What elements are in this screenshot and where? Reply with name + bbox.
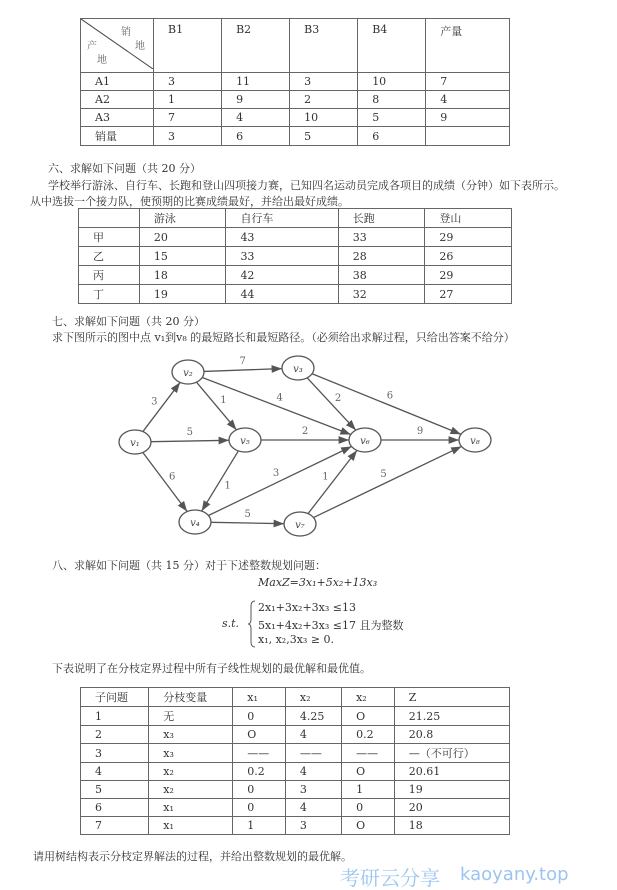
q8-title: 八、求解如下问题（共 15 分）对于下述整数规划问题： [52, 559, 326, 572]
table-cell: 4 [285, 799, 341, 817]
diagonal-header-cell [81, 19, 154, 73]
table-cell: 4.25 [285, 707, 341, 726]
edge-v7-v6 [308, 450, 357, 513]
table-cell: O [342, 817, 395, 835]
watermark-url: kaoyany.top [460, 864, 569, 885]
table-row [79, 285, 512, 304]
table-cell: O [342, 707, 395, 726]
table-cell: 6 [358, 127, 426, 146]
table-cell: 0 [233, 707, 286, 726]
table-cell: 自行车 [226, 209, 338, 228]
table-row [81, 73, 510, 91]
table-cell: 20 [394, 799, 509, 817]
table-cell: x₁ [149, 799, 233, 817]
edge-v2-v3 [204, 369, 282, 372]
table-cell: 0 [342, 799, 395, 817]
constraint-2: 5x₁+4x₂+3x₃ ≤17 且为整数 [258, 619, 404, 632]
table-cell: 20 [139, 228, 226, 247]
table-cell: 丁 [79, 285, 140, 304]
edge-weight: 6 [386, 390, 394, 402]
table-cell: 4 [285, 726, 341, 744]
table-cell: 长跑 [338, 209, 425, 228]
edge-v1-v4 [143, 452, 187, 511]
table-cell: x₂ [285, 688, 341, 707]
node-label: v₆ [360, 436, 370, 447]
table-cell: 28 [338, 247, 425, 266]
constraint-1: 2x₁+3x₂+3x₃ ≤13 [258, 601, 356, 614]
table-cell: 10 [290, 109, 358, 127]
table-row [81, 726, 510, 744]
table-cell: 3 [285, 817, 341, 835]
node-label: v₄ [190, 518, 200, 529]
table-cell: 18 [139, 266, 226, 285]
table-cell: 乙 [79, 247, 140, 266]
table-cell: 20.61 [394, 763, 509, 781]
edge-weight: 4 [276, 392, 283, 404]
table-cell: 5 [81, 781, 149, 799]
q6-text-2: 从中选拔一个接力队，使预期的比赛成绩最好，并给出最好成绩。 [30, 195, 349, 208]
transport-table [80, 18, 510, 146]
edge-weight: 5 [186, 427, 194, 439]
table-row [79, 228, 512, 247]
table-cell: 27 [425, 285, 512, 304]
table-cell: 4 [81, 763, 149, 781]
table-cell: 8 [358, 91, 426, 109]
table-cell: 19 [394, 781, 509, 799]
table-cell: A1 [81, 73, 154, 91]
table-cell: 丙 [79, 266, 140, 285]
table-cell: 29 [425, 266, 512, 285]
edge-weight: 7 [239, 356, 246, 368]
table-cell: —（不可行） [394, 744, 509, 763]
relay-table [78, 208, 512, 304]
table-cell: 2 [290, 91, 358, 109]
table-cell: x₃ [149, 744, 233, 763]
table-cell: 子问题 [81, 688, 149, 707]
table-cell: 9 [426, 109, 510, 127]
table-row [81, 91, 510, 109]
table-cell: 32 [338, 285, 425, 304]
table-cell: 0 [233, 781, 286, 799]
table-cell: 销量 [81, 127, 154, 146]
table-row [79, 266, 512, 285]
edge-v3-v8 [312, 374, 461, 435]
q8-footer: 请用树结构表示分枝定界解法的过程，并给出整数规划的最优解。 [33, 850, 352, 863]
table-cell: 0 [233, 799, 286, 817]
table-cell [426, 127, 510, 146]
table-cell: 5 [290, 127, 358, 146]
table-cell: 18 [394, 817, 509, 835]
watermark-cn: 考研云分享 [340, 866, 440, 890]
table-row [79, 247, 512, 266]
q8-intro: 下表说明了在分枝定界过程中所有子线性规划的最优解和最优值。 [52, 662, 371, 675]
table-cell: 7 [81, 817, 149, 835]
edge-v7-v8 [313, 446, 461, 517]
table-cell: 9 [222, 91, 290, 109]
table-cell: 5 [358, 109, 426, 127]
table-cell: x₂ [149, 781, 233, 799]
table-cell: 4 [285, 763, 341, 781]
node-label: v₃ [293, 364, 303, 375]
table-cell: 44 [226, 285, 338, 304]
table-cell: B2 [222, 19, 290, 73]
edge-v1-v5 [151, 440, 229, 441]
edge-weight: 9 [416, 426, 424, 437]
table-row [81, 817, 510, 835]
table-cell: 0.2 [233, 763, 286, 781]
table-cell: 29 [425, 228, 512, 247]
table-cell: B3 [290, 19, 358, 73]
objective: MaxZ=3x₁+5x₂+13x₃ [258, 576, 378, 589]
table-cell: 4 [426, 91, 510, 109]
corner-left: 产 [87, 41, 97, 52]
table-cell: x₃ [149, 726, 233, 744]
table-cell: 1 [233, 817, 286, 835]
table-cell: 3 [154, 127, 222, 146]
table-cell: 分枝变量 [149, 688, 233, 707]
table-cell: 42 [226, 266, 338, 285]
q6-title: 六、求解如下问题（共 20 分） [48, 162, 201, 175]
table-cell: 3 [81, 744, 149, 763]
edge-weight: 1 [220, 395, 227, 407]
table-cell: —— [233, 744, 286, 763]
table-cell [79, 209, 140, 228]
table-cell: 3 [290, 73, 358, 91]
table-cell: A2 [81, 91, 154, 109]
node-label: v₇ [295, 520, 305, 531]
table-cell: 26 [425, 247, 512, 266]
edge-weight: 1 [224, 480, 231, 492]
table-cell: 38 [338, 266, 425, 285]
edge-weight: 6 [169, 471, 176, 483]
table-row [81, 799, 510, 817]
table-cell: B4 [358, 19, 426, 73]
table-cell: 21.25 [394, 707, 509, 726]
table-row [81, 763, 510, 781]
table-cell: 1 [81, 707, 149, 726]
table-cell: O [233, 726, 286, 744]
constraint-3: x₁, x₂,3x₃ ≥ 0. [258, 633, 335, 646]
table-cell: 无 [149, 707, 233, 726]
edge-weight: 1 [322, 471, 329, 483]
table-cell: 3 [154, 73, 222, 91]
edge-v2-v5 [197, 382, 237, 430]
table-cell: 登山 [425, 209, 512, 228]
edge-weight: 2 [334, 392, 342, 404]
table-cell: 19 [139, 285, 226, 304]
network-graph [0, 346, 617, 546]
table-cell: Z [394, 688, 509, 707]
table-header-row [81, 19, 510, 73]
table-header-row [79, 209, 512, 228]
corner-top: 销 [121, 27, 131, 38]
table-cell: —— [342, 744, 395, 763]
table-cell: 1 [342, 781, 395, 799]
table-cell: 6 [222, 127, 290, 146]
table-cell: 15 [139, 247, 226, 266]
table-cell: O [342, 763, 395, 781]
table-cell: 7 [154, 109, 222, 127]
table-cell: 33 [338, 228, 425, 247]
edge-v5-v4 [202, 451, 239, 511]
corner-right: 地 [135, 41, 145, 52]
table-cell: 甲 [79, 228, 140, 247]
table-cell: B1 [154, 19, 222, 73]
constraint-brace [248, 600, 256, 648]
node-label: v₂ [183, 368, 193, 379]
node-label: v₅ [240, 436, 250, 447]
table-cell: 6 [81, 799, 149, 817]
node-label: v₈ [470, 436, 480, 447]
node-label: v₁ [130, 438, 140, 449]
edge-weight: 3 [151, 396, 158, 408]
table-cell: 1 [154, 91, 222, 109]
table-cell: x₁ [233, 688, 286, 707]
corner-bottom: 地 [97, 55, 107, 66]
st-label: s.t. [222, 617, 240, 630]
table-cell: 10 [358, 73, 426, 91]
table-cell: x₁ [149, 817, 233, 835]
table-cell: 33 [226, 247, 338, 266]
table-cell: 0.2 [342, 726, 395, 744]
table-cell: 43 [226, 228, 338, 247]
edge-weight: 5 [380, 468, 387, 480]
edge-weight: 2 [301, 426, 309, 437]
table-cell: 3 [285, 781, 341, 799]
table-cell: A3 [81, 109, 154, 127]
table-row [81, 127, 510, 146]
table-cell: 产量 [426, 19, 510, 73]
table-row [81, 707, 510, 726]
edge-v1-v2 [143, 382, 180, 431]
table-cell: 游泳 [139, 209, 226, 228]
table-cell: x₂ [342, 688, 395, 707]
q7-text: 求下图所示的图中点 v₁到v₈ 的最短路长和最短路径。（必须给出求解过程，只给出答案不给分） [52, 331, 515, 344]
table-cell: 4 [222, 109, 290, 127]
table-cell: x₂ [149, 763, 233, 781]
table-cell: 7 [426, 73, 510, 91]
branch-bound-table [80, 687, 510, 835]
table-row [81, 744, 510, 763]
edge-v4-v7 [211, 522, 284, 523]
q6-text: 学校举行游泳、自行车、长跑和登山四项接力赛，已知四名运动员完成各项目的成绩（分钟）如下表所示。 [48, 179, 565, 192]
table-cell: 20.8 [394, 726, 509, 744]
table-cell: 2 [81, 726, 149, 744]
table-cell: —— [285, 744, 341, 763]
table-row [81, 781, 510, 799]
q7-title: 七、求解如下问题（共 20 分） [52, 315, 205, 328]
edge-weight: 3 [272, 467, 280, 479]
table-row [81, 109, 510, 127]
edge-weight: 5 [244, 509, 251, 521]
table-header-row [81, 688, 510, 707]
table-cell: 11 [222, 73, 290, 91]
edge-v3-v6 [307, 378, 356, 430]
